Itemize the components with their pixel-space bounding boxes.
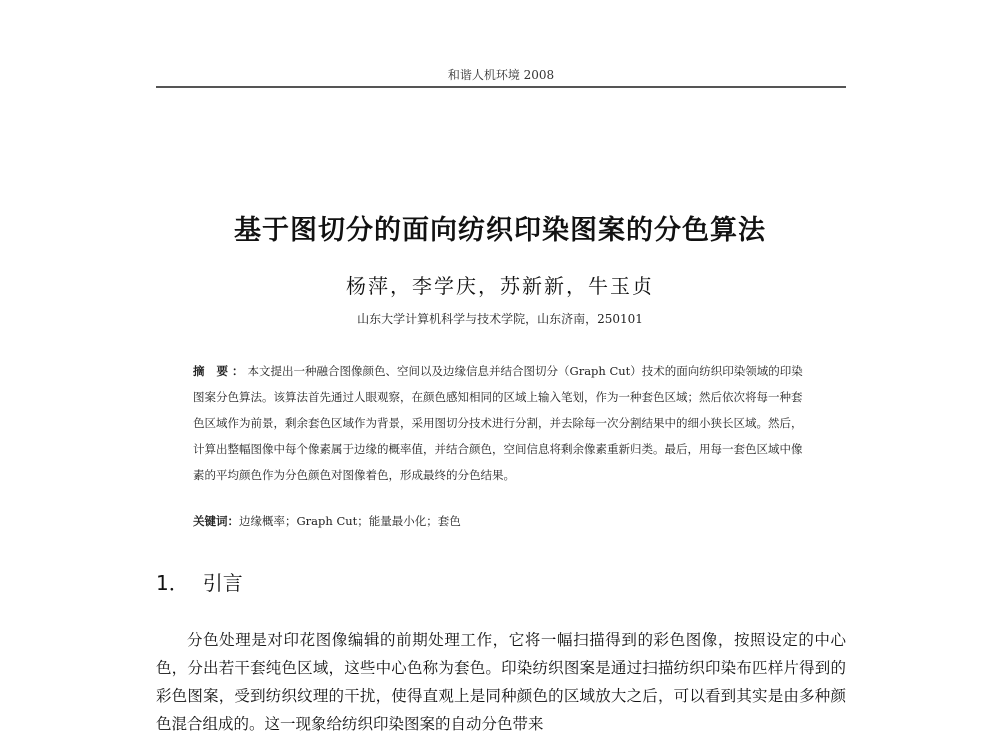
keywords-text: 边缘概率；Graph Cut；能量最小化；套色 <box>239 514 461 528</box>
keywords-label: 关键词： <box>193 514 239 528</box>
body-paragraph: 分色处理是对印花图像编辑的前期处理工作，它将一幅扫描得到的彩色图像，按照设定的中心色，分出若干套纯色区域，这些中心色称为套色。印染纺织图案是通过扫描纺织印染布匹样片得到的彩色图案，受到纺织纹理的干扰，使得直观上是同种颜色的区域放大之后，可以看到其实是由多种颜色混合组成的。这一现象给纺织印染图案的自动分色带来 <box>156 631 846 733</box>
keywords-block <box>193 513 811 529</box>
running-header: 和谐人机环境 2008 <box>447 68 555 82</box>
abstract-label: 摘 要： <box>193 364 248 378</box>
paper-authors: 杨萍，李学庆，苏新新，牛玉贞 <box>346 274 654 298</box>
abstract-block <box>193 358 811 488</box>
abstract-text: 本文提出一种融合图像颜色、空间以及边缘信息并结合图切分（Graph Cut）技术的面向纺织印染领域的印染图案分色算法。该算法首先通过人眼观察，在颜色感知相同的区域上输入笔划，作为一种套色区域；然后依次将每一种套色区域作为前景，剩余套色区域作为背景，采用图切分技术进行分割，并去除每一次分割结果中的细小狭长区域。然后，计算出整幅图像中每个像素属于边缘的概率值，并结合颜色，空间信息将剩余像素重新归类。最后，用每一套色区域中像素的平均颜色作为分色颜色对图像着色，形成最终的分色结果。 <box>193 364 803 482</box>
section-title: 引言 <box>202 571 243 595</box>
paper-title: 基于图切分的面向纺织印染图案的分色算法 <box>234 215 766 246</box>
section-number: 1． <box>156 571 189 595</box>
paper-affiliation: 山东大学计算机科学与技术学院，山东济南，250101 <box>357 312 643 326</box>
header-rule <box>156 86 846 88</box>
section-heading <box>156 567 243 596</box>
